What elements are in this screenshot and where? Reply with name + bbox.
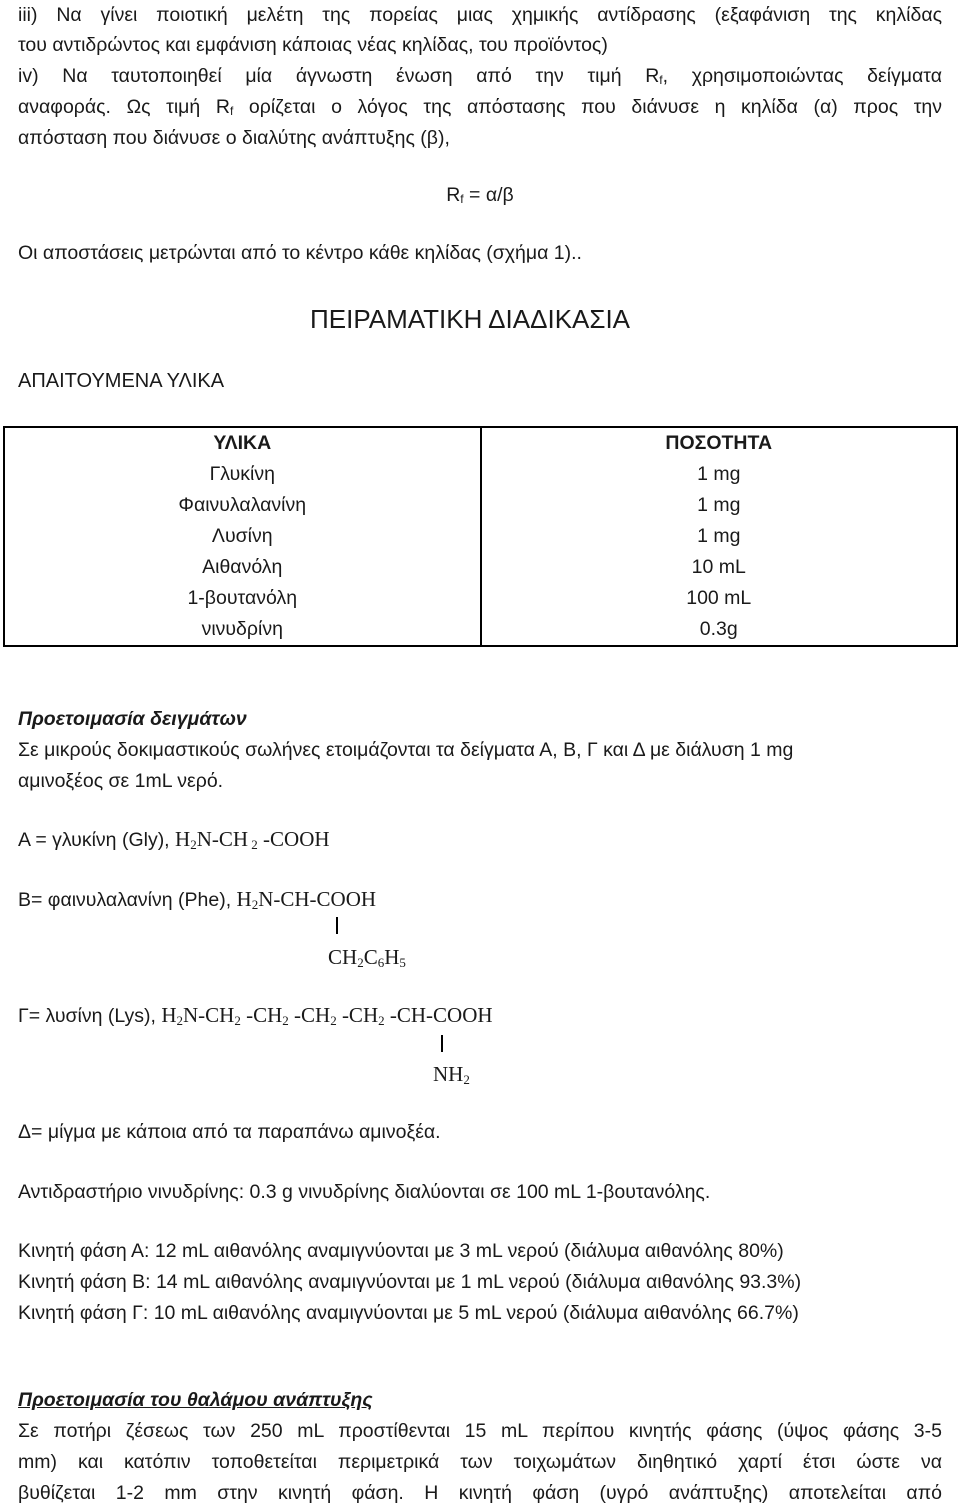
bond-line [441,1035,443,1052]
chamber-title [18,1385,942,1416]
intro-line-4 [18,92,942,127]
table-cell-quantity: 1 mg [481,459,958,490]
table-header-materials: ΥΛΙΚΑ [4,427,481,459]
materials-heading: ΑΠΑΙΤΟΥΜΕΝΑ ΥΛΙΚΑ [18,370,225,392]
intro-line-1: iii) Να γίνει ποιοτική μελέτη της πορείας μιας χημικής αντίδρασης (εξαφάνιση της κηλίδας [18,4,942,26]
sample-g [18,1000,942,1036]
sample-d: Δ= μίγμα με κάποια από τα παραπάνω αμινοξέα. [18,1121,441,1143]
mobile-phase-a: Κινητή φάση Α: 12 mL αιθανόλης αναμιγνύονται με 3 mL νερού (διάλυμα αιθανόλης 80%) [18,1240,784,1262]
intro-line-6: Οι αποστάσεις μετρώνται από το κέντρο κάθε κηλίδας (σχήμα 1).. [18,242,582,264]
lysine-formula: H2N-CH2 -CH2 -CH2 -CH2 -CH-COOH [161,1003,493,1028]
sample-g-label: Γ= λυσίνη (Lys), [18,1005,162,1027]
table-cell-quantity: 1 mg [481,490,958,521]
table-cell-quantity: 1 mg [481,521,958,552]
intro-line-3-text: iv) Να ταυτοποιηθεί μία άγνωστη ένωση από την τιμή R [18,65,660,87]
chamber-title-text: Προετοιμασία του θαλάμου ανάπτυξης [18,1389,373,1411]
table-row [4,490,957,521]
table-cell-quantity: 10 mL [481,552,958,583]
sample-a-label: Α = γλυκίνη (Gly), [18,829,176,851]
table-cell-quantity: 100 mL [481,583,958,614]
bond-line [336,917,338,934]
intro-line-4-text: αναφοράς. Ως τιμή R [18,96,230,118]
procedure-heading: ΠΕΙΡΑΜΑΤΙΚΗ ΔΙΑΔΙΚΑΣΙΑ [310,304,631,334]
mobile-phase-b: Κινητή φάση Β: 14 mL αιθανόλης αναμιγνύονται με 1 mL νερού (διάλυμα αιθανόλης 93.3%) [18,1271,802,1293]
phenylalanine-formula: H2N-CH-COOH [236,887,377,912]
table-cell-material: 1-βουτανόλη [4,583,481,614]
table-cell-material: Αιθανόλη [4,552,481,583]
table-cell-material: Γλυκίνη [4,459,481,490]
sample-a [18,824,942,860]
lysine-side-chain: NH2 [433,1062,470,1087]
sample-b-label: Β= φαινυλαλανίνη (Phe), [18,889,237,911]
mobile-phase-g: Κινητή φάση Γ: 10 mL αιθανόλης αναμιγνύονται με 5 mL νερού (διάλυμα αιθανόλης 66.7%) [18,1302,799,1324]
table-row [4,614,957,646]
sample-b [18,884,942,920]
table-header-row [4,427,957,459]
chamber-line-2: mm) και κατόπιν τοποθετείται περιμετρικά των τοιχωμάτων διηθητικό χαρτί έτσι ώστε να [18,1451,942,1473]
intro-line-5: απόσταση που διάνυσε ο διαλύτης ανάπτυξης (β), [18,127,450,149]
glycine-formula: H2N-CH 2 -COOH [175,827,330,852]
rf-formula-r: R [446,184,461,206]
samples-line-1: Σε μικρούς δοκιμαστικούς σωλήνες ετοιμάζονται τα δείγματα Α, Β, Γ και Δ με διάλυση 1 mg [18,739,794,761]
table-row [4,583,957,614]
intro-line-3 [18,61,942,96]
chamber-line-3: βυθίζεται 1-2 mm στην κινητή φάση. Η κινητή φάση (υγρό ανάπτυξης) αποτελείται από [18,1482,942,1504]
chamber-line-1: Σε ποτήρι ζέσεως των 250 mL προστίθενται 15 mL περίπου κινητής φάσης (ύψος φάσης 3-5 [18,1420,942,1442]
intro-line-2: του αντιδρώντος και εμφάνιση κάποιας νέας κηλίδας, του προϊόντος) [18,34,608,56]
samples-line-2: αμινοξέος σε 1mL νερό. [18,770,224,792]
table-cell-material: Λυσίνη [4,521,481,552]
table-row [4,521,957,552]
table-cell-quantity: 0.3g [481,614,958,646]
table-row [4,552,957,583]
table-row [4,459,957,490]
rf-subscript: f [659,73,663,87]
intro-line-4-text-b: ορίζεται ο λόγος της απόστασης που διάνυσε η κηλίδα (α) προς την [233,96,942,118]
table-cell-material: Φαινυλαλανίνη [4,490,481,521]
rf-formula-rest: = α/β [463,184,514,206]
rf-formula-sub: f [460,192,464,206]
table-cell-material: νινυδρίνη [4,614,481,646]
rf-subscript: f [229,104,234,118]
ninhydrin-reagent: Αντιδραστήριο νινυδρίνης: 0.3 g νινυδρίνης διαλύονται σε 100 mL 1-βουτανόλης. [18,1181,711,1203]
rf-formula [18,180,942,215]
phenylalanine-side-chain: CH2C6H5 [328,945,406,970]
table-header-quantity: ΠΟΣΟΤΗΤΑ [481,427,958,459]
intro-line-3-text-b: , χρησιμοποιώντας δείγματα [662,65,942,87]
materials-table [3,426,958,647]
samples-title: Προετοιμασία δειγμάτων [18,708,247,730]
